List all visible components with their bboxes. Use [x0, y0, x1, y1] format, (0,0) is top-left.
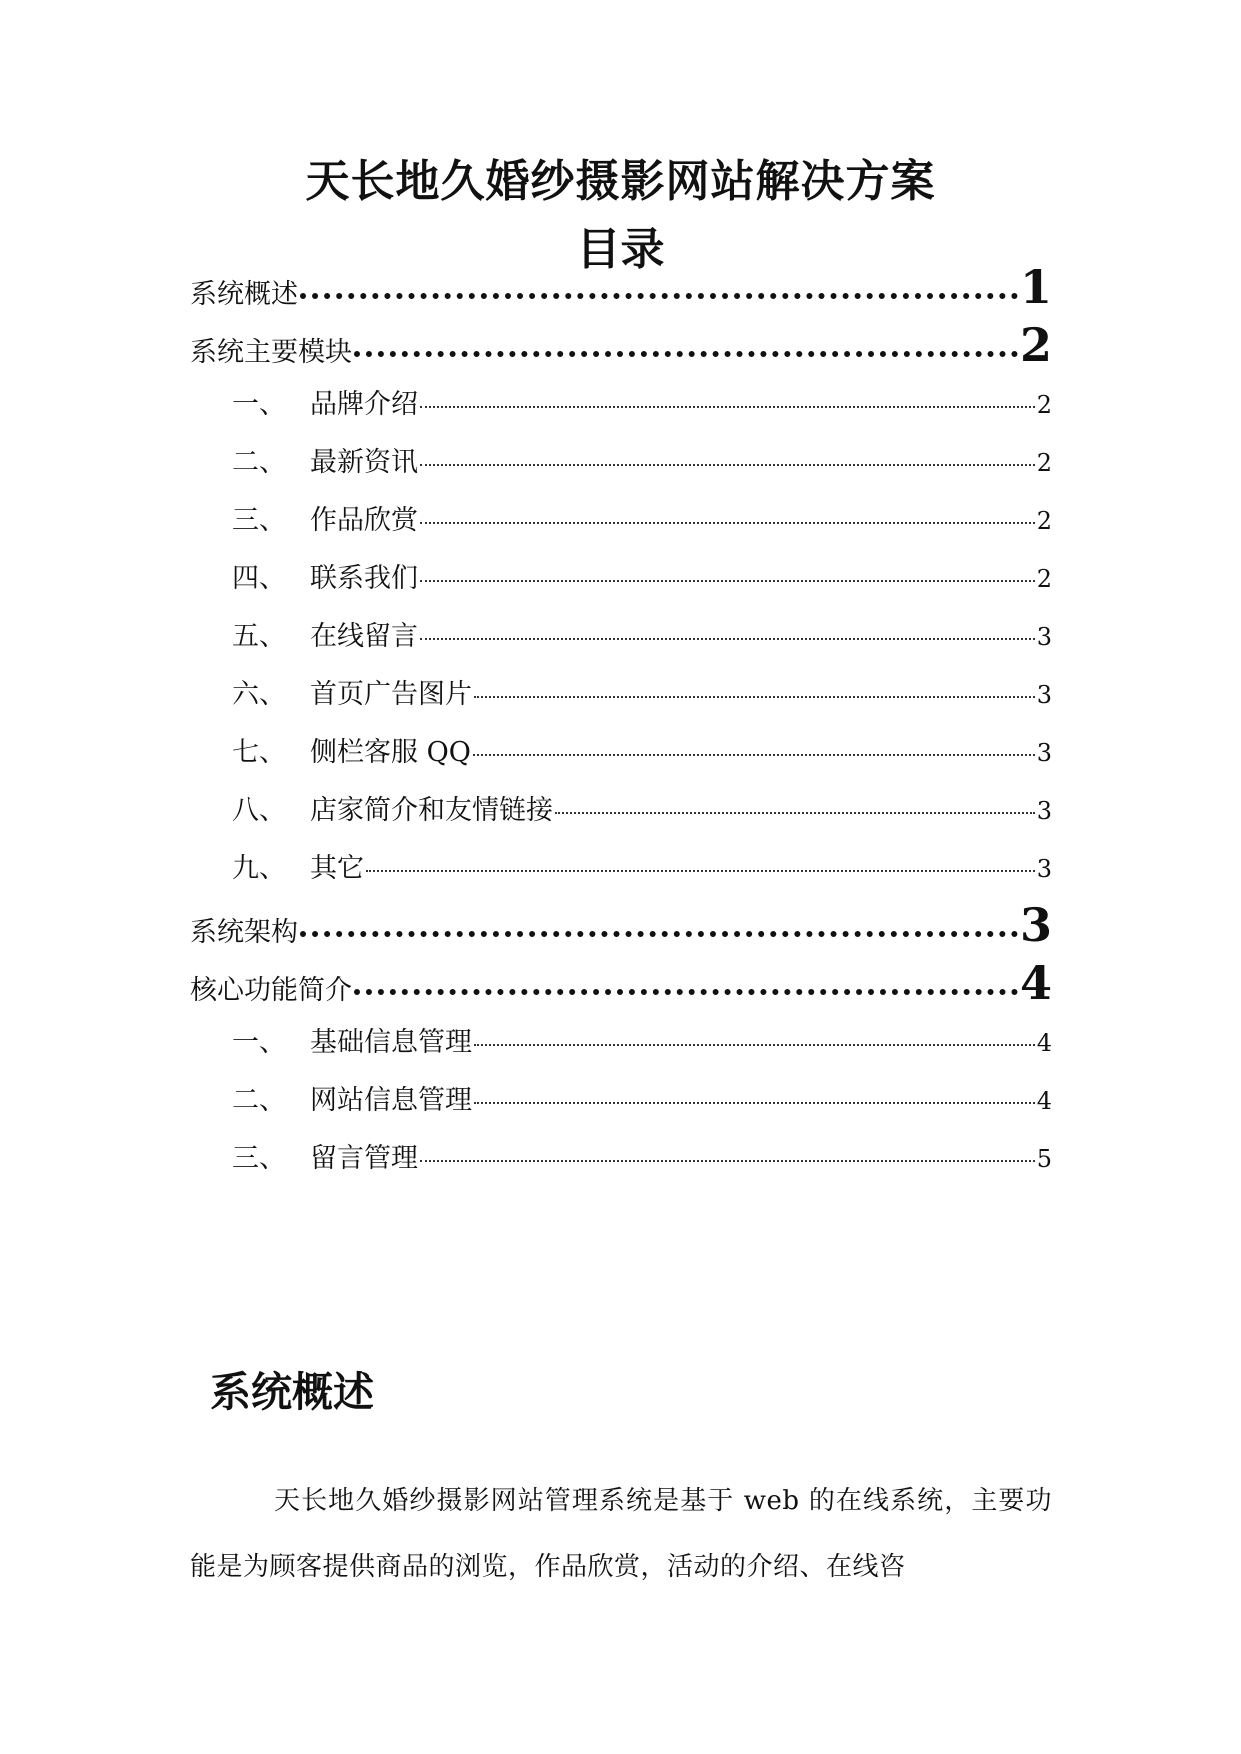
- toc-entry-label: 系统主要模块: [190, 337, 352, 368]
- toc-entry-label: 作品欣赏: [310, 505, 418, 536]
- toc-entry-label: 品牌介绍: [310, 389, 418, 420]
- toc-entry[interactable]: [190, 956, 1052, 1010]
- toc-entry-page-number: 2: [1019, 318, 1052, 372]
- toc-entry[interactable]: [190, 1136, 1052, 1180]
- toc-dot-leader: [474, 1102, 1035, 1104]
- toc-dot-leader: [420, 1160, 1035, 1162]
- toc-entry-page-number: 2: [1036, 565, 1052, 593]
- toc-entry[interactable]: [190, 898, 1052, 952]
- toc-entry-number: 二、: [232, 447, 286, 478]
- toc-entry-label: 店家简介和友情链接: [310, 795, 553, 826]
- toc-dot-leader: [420, 638, 1035, 640]
- toc-entry[interactable]: [190, 730, 1052, 774]
- toc-dot-leader: [420, 580, 1035, 582]
- toc-entry-number: 二、: [232, 1085, 286, 1116]
- toc-entry[interactable]: [190, 846, 1052, 890]
- toc-entry[interactable]: [190, 318, 1052, 372]
- toc-entry-label: 网站信息管理: [310, 1085, 472, 1116]
- toc-entry-number: 九、: [232, 853, 286, 884]
- toc-entry-page-number: 2: [1036, 391, 1052, 419]
- body-paragraph: 天长地久婚纱摄影网站管理系统是基于 web 的在线系统，主要功能是为顾客提供商品的浏览，作品欣赏，活动的介绍、在线咨: [190, 1486, 1052, 1582]
- toc-entry-label: 在线留言: [310, 621, 418, 652]
- toc-entry-label: 留言管理: [310, 1143, 418, 1174]
- toc-entry-page-number: 2: [1036, 507, 1052, 535]
- toc-entry-number: 三、: [232, 1143, 286, 1174]
- toc-entry-label: 系统架构: [190, 917, 298, 948]
- toc-entry-label: 首页广告图片: [310, 679, 472, 710]
- toc-entry-page-number: 3: [1036, 855, 1052, 883]
- toc-entry-page-number: 3: [1036, 681, 1052, 709]
- toc-entry-page-number: 2: [1036, 449, 1052, 477]
- toc-entry-label: 侧栏客服 QQ: [310, 737, 471, 768]
- toc-entry-page-number: 3: [1019, 898, 1052, 952]
- toc-entry-page-number: 4: [1019, 956, 1052, 1010]
- toc-entry-number: 一、: [232, 1027, 286, 1058]
- toc-entry[interactable]: [190, 614, 1052, 658]
- toc-entry-label: 联系我们: [310, 563, 418, 594]
- toc-entry-page-number: 3: [1036, 797, 1052, 825]
- toc-entry[interactable]: [190, 1078, 1052, 1122]
- toc-entry-number: 四、: [232, 563, 286, 594]
- toc-entry[interactable]: [190, 672, 1052, 716]
- toc-dot-leader: [366, 870, 1035, 872]
- toc-entry-label: 基础信息管理: [310, 1027, 472, 1058]
- toc-entry-label: 系统概述: [190, 279, 298, 310]
- toc-entry-number: 一、: [232, 389, 286, 420]
- toc-entry-label: 最新资讯: [310, 447, 418, 478]
- toc-dot-leader: [354, 989, 1018, 995]
- toc-dot-leader: [474, 1044, 1035, 1046]
- toc-dot-leader: [420, 464, 1035, 466]
- toc-entry-number: 五、: [232, 621, 286, 652]
- toc-dot-leader: [474, 696, 1035, 698]
- toc-entry-number: 八、: [232, 795, 286, 826]
- toc-entry-page-number: 4: [1036, 1029, 1052, 1057]
- toc-dot-leader: [354, 351, 1018, 357]
- toc-entry-label: 核心功能简介: [190, 975, 352, 1006]
- toc-dot-leader: [420, 406, 1035, 408]
- toc-entry-number: 三、: [232, 505, 286, 536]
- toc-entry[interactable]: [190, 440, 1052, 484]
- toc-entry-page-number: 1: [1019, 260, 1052, 314]
- toc-entry-label: 其它: [310, 853, 364, 884]
- toc-entry-number: 六、: [232, 679, 286, 710]
- document-title: 天长地久婚纱摄影网站解决方案: [305, 156, 936, 207]
- toc-dot-leader: [300, 931, 1018, 937]
- toc-dot-leader: [300, 293, 1018, 299]
- toc-entry-page-number: 3: [1036, 739, 1052, 767]
- toc-dot-leader: [555, 812, 1035, 814]
- toc-dot-leader: [473, 754, 1035, 756]
- toc-entry-page-number: 5: [1036, 1145, 1052, 1173]
- toc-entry-page-number: 3: [1036, 623, 1052, 651]
- toc-entry-page-number: 4: [1036, 1087, 1052, 1115]
- toc-entry[interactable]: [190, 556, 1052, 600]
- section-heading: 系统概述: [210, 1368, 374, 1416]
- toc-entry-number: 七、: [232, 737, 286, 768]
- toc-entry[interactable]: [190, 788, 1052, 832]
- toc-heading: 目录: [576, 224, 665, 275]
- toc-entry[interactable]: [190, 382, 1052, 426]
- toc-entry[interactable]: [190, 1020, 1052, 1064]
- toc-entry[interactable]: [190, 260, 1052, 314]
- toc-entry[interactable]: [190, 498, 1052, 542]
- toc-dot-leader: [420, 522, 1035, 524]
